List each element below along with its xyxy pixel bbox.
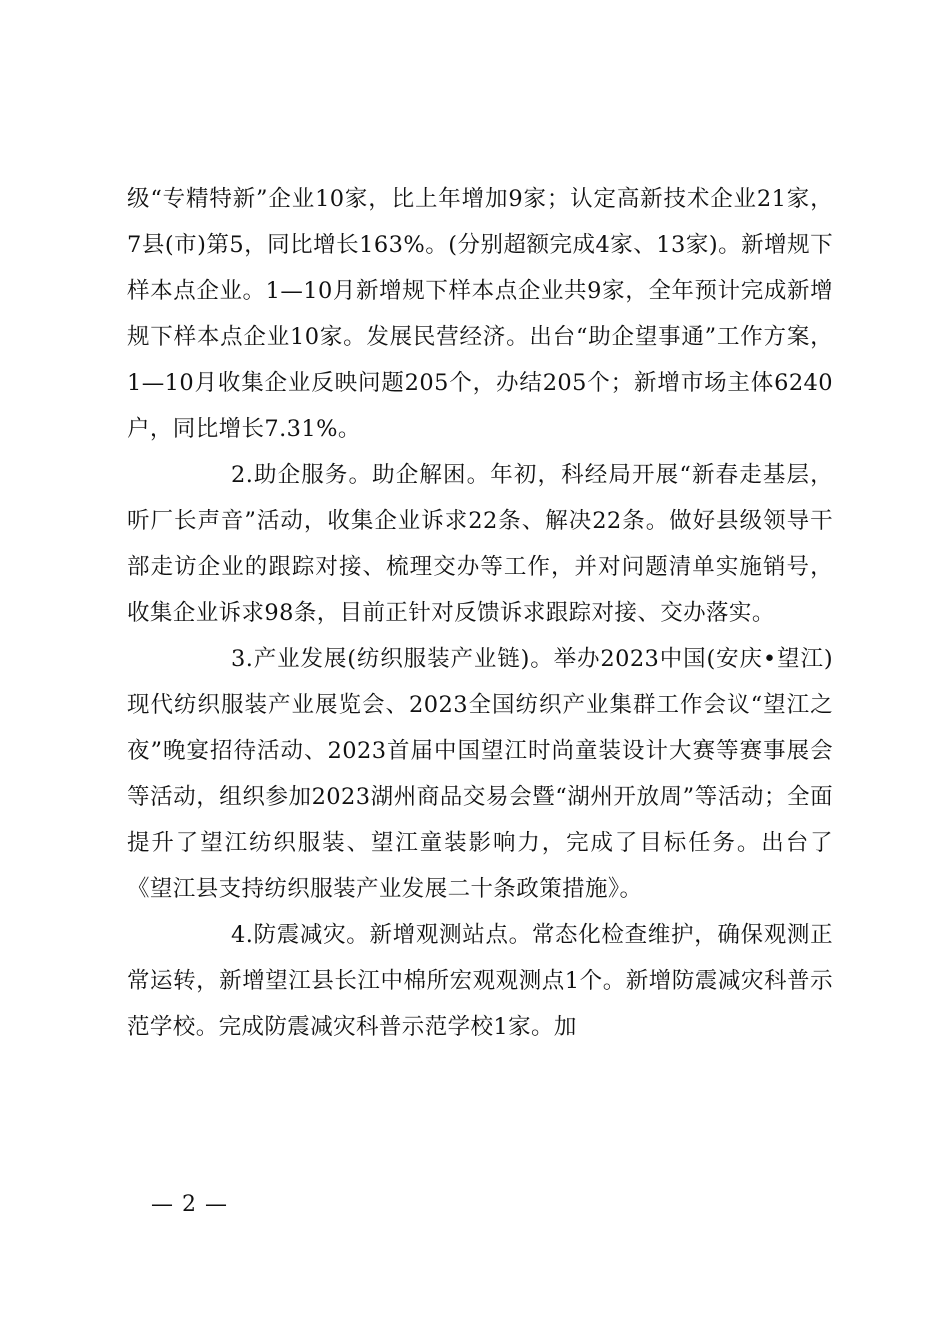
paragraph: 2.助企服务。助企解困。年初，科经局开展“新春走基层，听厂长声音”活动，收集企业诉求22条、解决22条。做好县级领导干部走访企业的跟踪对接、梳理交办等工作，并对问题清单实施销号，收集企业诉求98条，目前正针对反馈诉求跟踪对接、交办落实。: [127, 462, 833, 626]
page-number: — 2 —: [151, 1192, 228, 1217]
paragraph: 级“专精特新”企业10家，比上年增加9家；认定高新技术企业21家，7县(市)第5，同比增长163%。(分别超额完成4家、13家)。新增规下样本点企业。1—10月新增规下样本点企业共9家，全年预计完成新增规下样本点企业10家。发展民营经济。出台“助企望事通”工作方案，1—10月收集企业反映问题205个，办结205个；新增市场主体6240户，同比增长7.31%。: [127, 186, 833, 442]
body-text: [127, 176, 833, 1050]
paragraph: 4.防震减灾。新增观测站点。常态化检查维护，确保观测正常运转，新增望江县长江中棉所宏观观测点1个。新增防震减灾科普示范学校。完成防震减灾科普示范学校1家。加: [127, 922, 833, 1040]
paragraph: 3.产业发展(纺织服装产业链)。举办2023中国(安庆•望江)现代纺织服装产业展览会、2023全国纺织产业集群工作会议“望江之夜”晚宴招待活动、2023首届中国望江时尚童装设计大赛等赛事展会等活动，组织参加2023湖州商品交易会暨“湖州开放周”等活动；全面提升了望江纺织服装、望江童装影响力，完成了目标任务。出台了《望江县支持纺织服装产业发展二十条政策措施》。: [127, 646, 833, 902]
